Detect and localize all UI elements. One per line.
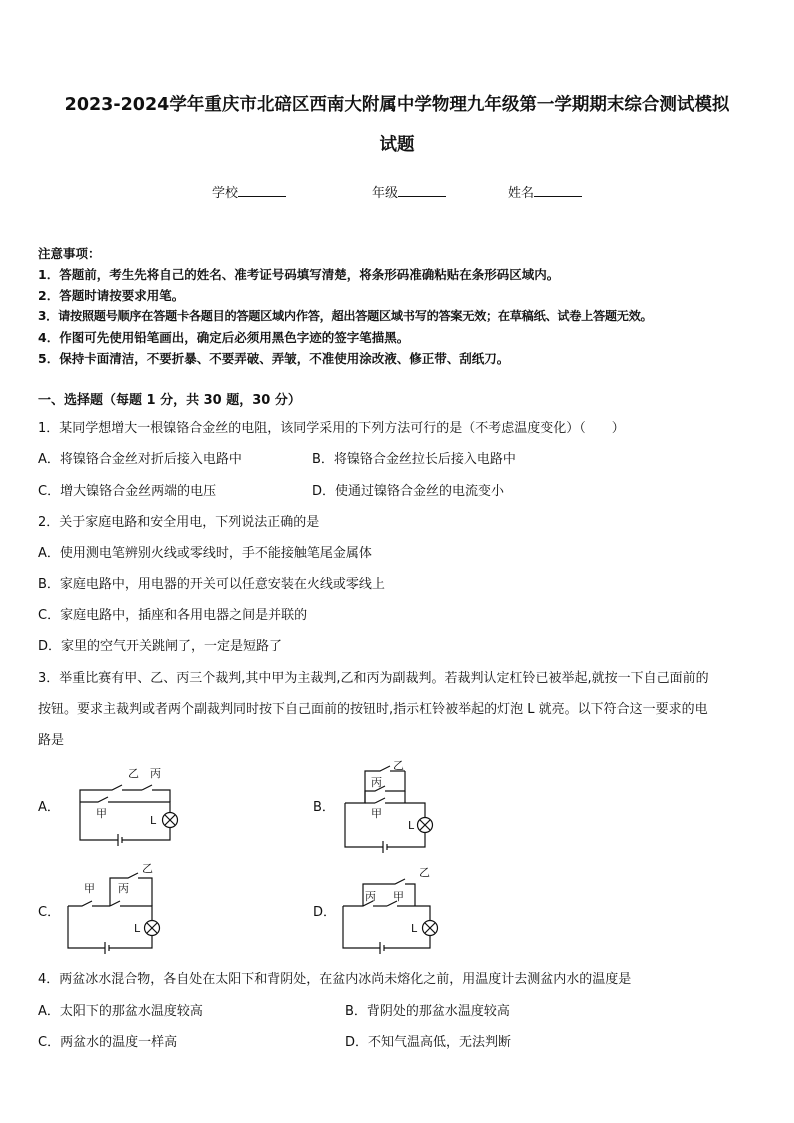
note-item: 5．保持卡面清洁，不要折暴、不要弄破、弄皱，不准使用涂改液、修正带、刮纸刀。 — [38, 351, 510, 366]
q2-option-a: A．使用测电笔辨别火线或零线时，手不能接触笔尾金属体 — [38, 546, 372, 561]
school-field — [212, 182, 286, 201]
switch-label-bing: 丙 — [118, 882, 129, 895]
switch-label-jia: 甲 — [371, 807, 382, 820]
name-field — [508, 182, 582, 201]
question-4-stem: 4．两盆冰水混合物，各自处在太阳下和背阴处，在盆内冰尚未熔化之前，用温度计去测盆内水的温度是 — [38, 972, 632, 987]
q4-option-b: B．背阴处的那盆水温度较高 — [345, 1004, 510, 1019]
switch-label-yi: 乙 — [393, 759, 404, 772]
lamp-label: L — [411, 922, 418, 935]
question-3-line2: 按钮。要求主裁判或者两个副裁判同时按下自己面前的按钮时,指示杠铃被举起的灯泡 L 就亮。以下符合这一要求的电 — [38, 702, 708, 717]
question-3-line1: 3．举重比赛有甲、乙、丙三个裁判,其中甲为主裁判,乙和丙为副裁判。若裁判认定杠铃已被举起,就按一下自己面前的 — [38, 671, 709, 686]
section-heading: 一、选择题（每题 1 分，共 30 题，30 分） — [38, 393, 301, 408]
school-label: 学校 — [212, 186, 239, 201]
name-blank — [534, 184, 582, 197]
circuit-diagram-a — [60, 760, 190, 854]
note-item: 2．答题时请按要求用笔。 — [38, 288, 185, 303]
note-item: 4．作图可先使用铅笔画出，确定后必须用黑色字迹的签字笔描黑。 — [38, 330, 410, 345]
q1-option-d: D．使通过镍铬合金丝的电流变小 — [312, 484, 505, 499]
q1-option-c: C．增大镍铬合金丝两端的电压 — [38, 484, 217, 499]
question-3-line3: 路是 — [38, 733, 65, 748]
switch-label-yi: 乙 — [419, 866, 430, 879]
note-item: 3．请按照题号顺序在答题卡各题目的答题区域内作答，超出答题区域书写的答案无效；在草稿纸、试卷上答题无效。 — [38, 309, 653, 323]
lamp-label: L — [134, 922, 141, 935]
q1-option-a: A．将镍铬合金丝对折后接入电路中 — [38, 452, 242, 467]
name-label: 姓名 — [508, 186, 535, 201]
q3-option-d-label: D． — [313, 905, 337, 920]
lamp-label: L — [150, 814, 157, 827]
q2-option-b: B．家庭电路中，用电器的开关可以任意安装在火线或零线上 — [38, 577, 385, 592]
exam-title-line1: 2023-2024学年重庆市北碚区西南大附属中学物理九年级第一学期期末综合测试模拟 — [64, 95, 730, 115]
switch-label-jia: 甲 — [84, 882, 95, 895]
q3-option-c-label: C． — [38, 905, 61, 920]
q4-option-d: D．不知气温高低，无法判断 — [345, 1035, 512, 1050]
switch-label-jia: 甲 — [393, 890, 404, 903]
circuit-diagram-b — [335, 755, 455, 859]
switch-label-yi: 乙 — [128, 767, 139, 780]
grade-label: 年级 — [372, 186, 399, 201]
grade-blank — [398, 184, 446, 197]
circuit-diagram-c — [60, 858, 180, 962]
question-1-stem: 1．某同学想增大一根镍铬合金丝的电阻，该同学采用的下列方法可行的是（不考虑温度变化）（ ） — [38, 421, 625, 436]
switch-label-bing: 丙 — [365, 890, 376, 903]
school-blank — [238, 184, 286, 197]
note-item: 1．答题前，考生先将自己的姓名、准考证号码填写清楚，将条形码准确粘贴在条形码区域内。 — [38, 267, 560, 282]
switch-label-bing: 丙 — [150, 767, 161, 780]
exam-title-line2: 试题 — [379, 135, 415, 155]
q4-option-a: A．太阳下的那盆水温度较高 — [38, 1004, 203, 1019]
question-2-stem: 2．关于家庭电路和安全用电，下列说法正确的是 — [38, 515, 320, 530]
q3-option-b-label: B． — [313, 800, 335, 815]
switch-label-yi: 乙 — [142, 862, 153, 875]
q4-option-c: C．两盆水的温度一样高 — [38, 1035, 178, 1050]
q2-option-c: C．家庭电路中，插座和各用电器之间是并联的 — [38, 608, 308, 623]
q2-option-d: D．家里的空气开关跳闸了，一定是短路了 — [38, 639, 283, 654]
switch-label-jia: 甲 — [96, 807, 107, 820]
notes-heading: 注意事项： — [38, 246, 101, 261]
switch-label-bing: 丙 — [371, 776, 382, 789]
circuit-diagram-d — [335, 858, 455, 962]
q1-option-b: B．将镍铬合金丝拉长后接入电路中 — [312, 452, 516, 467]
q3-option-a-label: A． — [38, 800, 60, 815]
lamp-label: L — [408, 819, 415, 832]
grade-field — [372, 182, 446, 201]
